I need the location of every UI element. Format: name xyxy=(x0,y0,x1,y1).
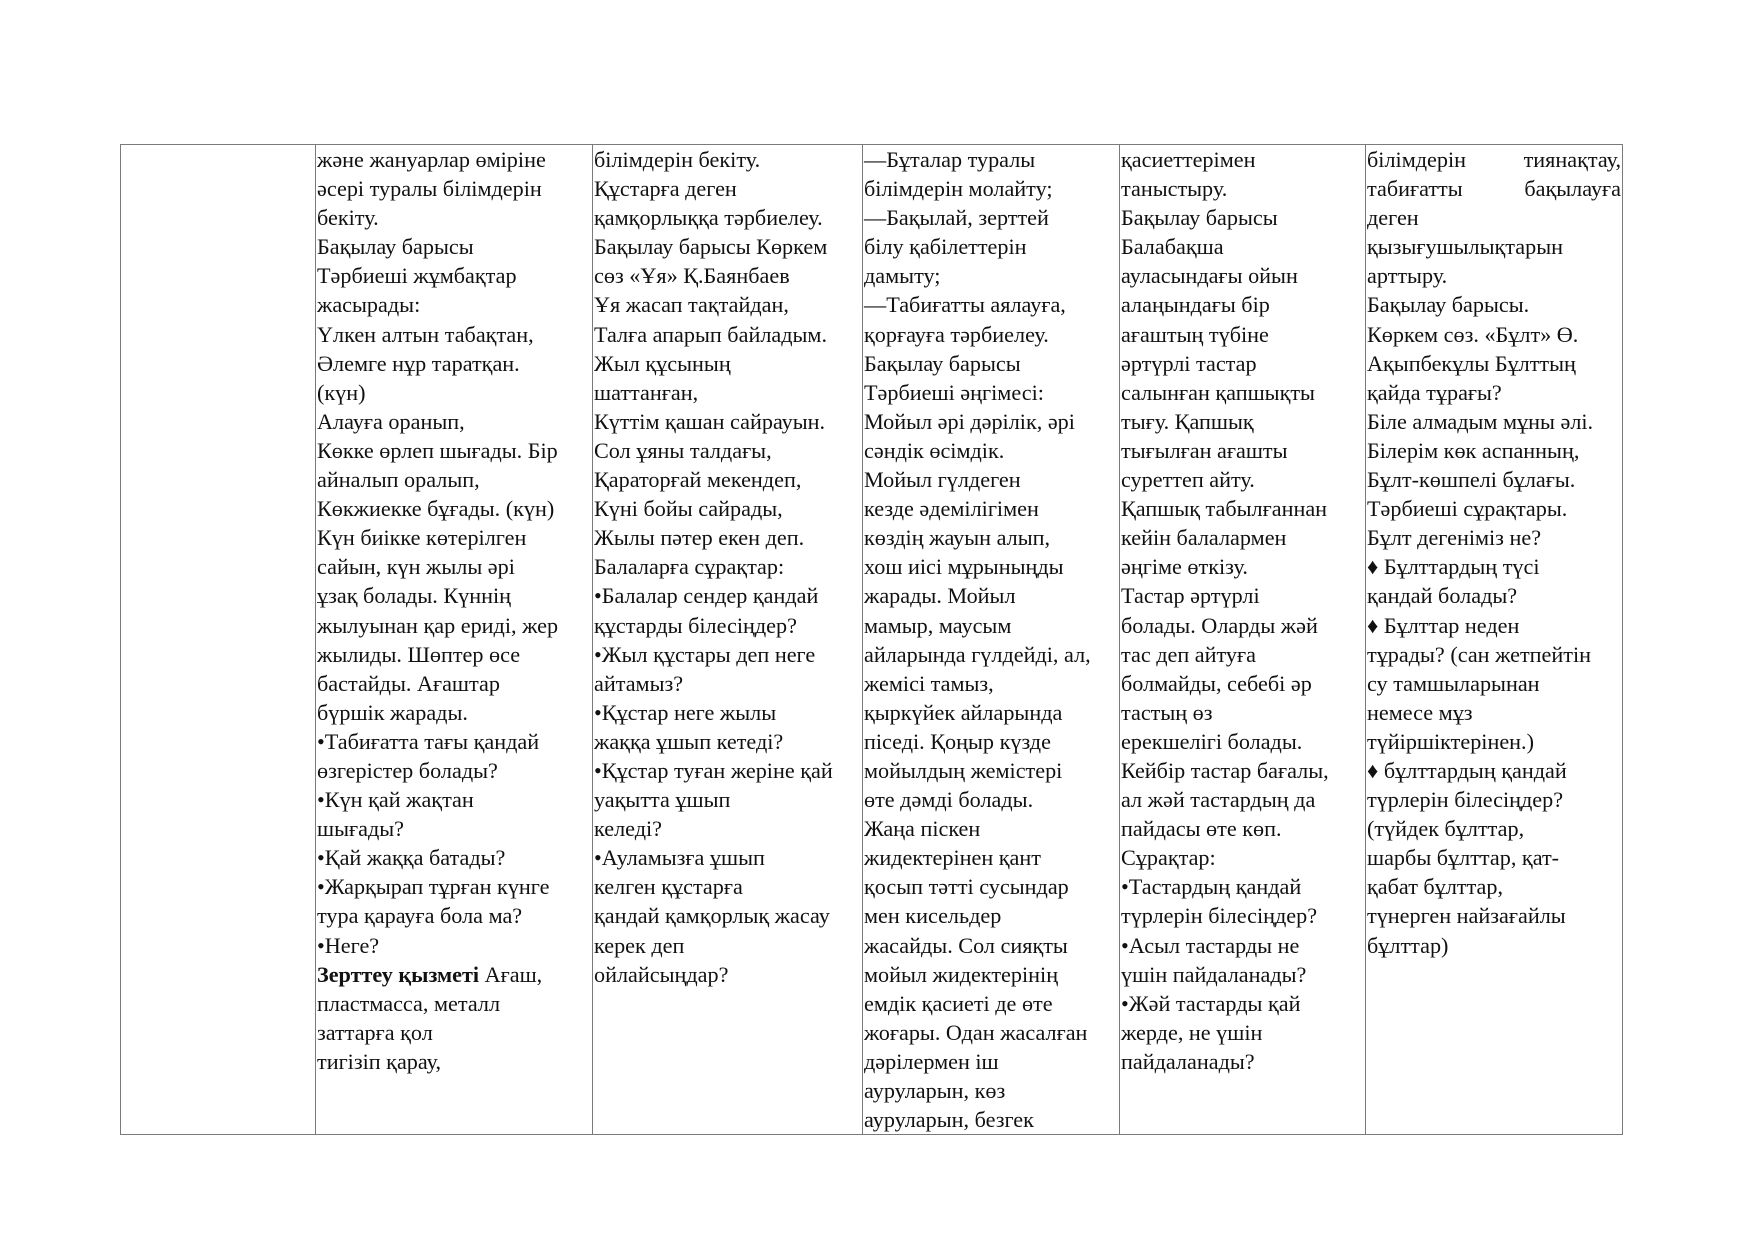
text-line: Әлемге нұр таратқан. xyxy=(317,350,520,376)
text-line: суреттеп айту. xyxy=(1121,467,1255,493)
text-line: Сол ұяны талдағы, xyxy=(594,437,772,463)
text-line: бастайды. Ағаштар xyxy=(317,670,500,696)
text-line: дәрілермен іш xyxy=(864,1048,999,1074)
text-line: мойылдың жемістері xyxy=(864,757,1063,783)
text-line: —Табиғатты аялауға, xyxy=(864,292,1066,318)
text-line: Қараторғай мекендеп, xyxy=(594,467,802,493)
text-line: •Құстар туған жеріне қай xyxy=(594,757,833,783)
text-line: •Жарқырап тұрған күнге xyxy=(317,874,550,900)
text-line: тығылған ағашты xyxy=(1121,437,1288,463)
text-line: Білерім көк аспанның, xyxy=(1367,437,1580,463)
text-line: сәндік өсімдік. xyxy=(864,437,1005,463)
text-line: қайда тұрағы? xyxy=(1367,379,1502,405)
text-line: шығады? xyxy=(317,816,404,842)
text-line: Бақылау барысы xyxy=(317,234,474,260)
text-line: түрлерін білесіңдер? xyxy=(1367,787,1564,813)
text-line: пайдасы өте көп. xyxy=(1121,816,1282,842)
text-line: және жануарлар өміріне xyxy=(317,147,546,172)
text-line: ♦ бұлттардың қандай xyxy=(1367,757,1567,783)
text-line: емдік қасиеті де өте xyxy=(864,990,1053,1016)
text-line: •Неге? xyxy=(317,932,380,958)
text-line: арттыру. xyxy=(1367,263,1448,289)
text-line: уақытта ұшып xyxy=(594,787,731,813)
text-line: алаңындағы бір xyxy=(1121,292,1270,318)
text-line: Мойыл гүлдеген xyxy=(864,467,1021,493)
text-line: Күн биікке көтерілген xyxy=(317,525,527,551)
text-line: Талға апарып байладым. xyxy=(594,321,828,347)
text-line: сөз «Ұя» Қ.Баянбаев xyxy=(594,263,790,289)
text-line: пайдаланады? xyxy=(1121,1048,1255,1074)
text-line: білімдерін молайту; xyxy=(864,176,1053,202)
text-line: салынған қапшықты xyxy=(1121,379,1315,405)
text-line: ауруларын, безгек xyxy=(864,1107,1034,1133)
text-line: кейін балалармен xyxy=(1121,525,1287,551)
text-line: Күттім қашан сайрауын. xyxy=(594,408,826,434)
text-line: заттарға қол xyxy=(317,1019,433,1045)
text-line: деген xyxy=(1367,205,1419,231)
text-line: Бақылау барысы Көркем xyxy=(594,234,828,260)
table-cell-col1 xyxy=(121,145,316,1135)
text-line: құстарды білесіңдер? xyxy=(594,612,797,638)
text-line: өзгерістер болады? xyxy=(317,757,498,783)
text-line: әртүрлі тастар xyxy=(1121,350,1257,376)
text-line: ағаштың түбіне xyxy=(1121,321,1269,347)
text-line: Кейбір тастар бағалы, xyxy=(1121,757,1329,783)
text-line: Тәрбиеші жұмбақтар xyxy=(317,263,517,289)
text-line: тас деп айтуға xyxy=(1121,641,1256,667)
text-line: дамыту; xyxy=(864,263,941,289)
text-line: Тәрбиеші сұрақтары. xyxy=(1367,496,1568,522)
text-line: Мойыл әрі дәрілік, әрі xyxy=(864,408,1075,434)
text-line: жарады. Мойыл xyxy=(864,583,1016,609)
text-line: қабат бұлттар, xyxy=(1367,874,1504,900)
text-line: білімдерін бекіту. xyxy=(594,147,761,172)
text-line: Бақылау барысы. xyxy=(1367,292,1530,318)
text-line: піседі. Қоңыр күзде xyxy=(864,728,1051,754)
text-line: ал жәй тастардың да xyxy=(1121,787,1316,813)
text-line: мойыл жидектерінің xyxy=(864,961,1059,987)
text-line: Бақылау барысы xyxy=(1121,205,1278,231)
text-line: қосып тәтті сусындар xyxy=(864,874,1069,900)
text-line: Көркем сөз. «Бұлт» Ө. xyxy=(1367,321,1579,347)
text-line: •Балалар сендер қандай xyxy=(594,583,819,609)
text-line: түнерген найзағайлы xyxy=(1367,903,1566,929)
text-line: көздің жауын алып, xyxy=(864,525,1051,551)
text-line: •Қай жаққа батады? xyxy=(317,845,506,871)
text-line: келген құстарға xyxy=(594,874,743,900)
text-line: білімдерін тиянақтау, xyxy=(1367,147,1621,172)
text-line: —Бұталар туралы xyxy=(864,147,1036,172)
text-line: Ұя жасап тақтайдан, xyxy=(594,292,789,318)
text-line: сайын, күн жылы әрі xyxy=(317,554,515,580)
text-line: Бұлт дегеніміз не? xyxy=(1367,525,1542,551)
text-line: (күн) xyxy=(317,379,366,405)
text-line: Жаңа піскен xyxy=(864,816,981,842)
text-line: •Құстар неге жылы xyxy=(594,699,777,725)
text-line: жоғары. Одан жасалған xyxy=(864,1019,1088,1045)
text-line: қызығушылықтарын xyxy=(1367,234,1563,260)
text-line: Жыл құсының xyxy=(594,350,731,376)
table-row xyxy=(121,145,1623,1135)
text-line: қасиеттерімен xyxy=(1121,147,1256,172)
text-line: жылуынан қар ериді, жер xyxy=(317,612,559,638)
text-line: керек деп xyxy=(594,932,685,958)
text-line: немесе мұз xyxy=(1367,699,1473,725)
text-line: ойлайсыңдар? xyxy=(594,961,729,987)
text-line: Қапшық табылғаннан xyxy=(1121,496,1328,522)
text-line: таныстыру. xyxy=(1121,176,1228,202)
text-line: ерекшелігі болады. xyxy=(1121,728,1303,754)
text-line: (түйдек бұлттар, xyxy=(1367,816,1525,842)
text-line: ♦ Бұлттардың түсі xyxy=(1367,554,1540,580)
text-line: тұрады? (сан жетпейтін xyxy=(1367,641,1592,667)
text-line: болады. Оларды жәй xyxy=(1121,612,1318,638)
text-line: шаттанған, xyxy=(594,379,699,405)
text-line: Құстарға деген xyxy=(594,176,737,202)
text-line: мамыр, маусым xyxy=(864,612,1012,638)
text-line: Бұлт-көшпелі бұлағы. xyxy=(1367,467,1576,493)
text-line: жерде, не үшін xyxy=(1121,1019,1263,1045)
text-line: жидектерінен қант xyxy=(864,845,1041,871)
text-line: хош иісі мұрыныңды xyxy=(864,554,1064,580)
text-line: бұлттар) xyxy=(1367,932,1449,958)
text-line: жасайды. Сол сияқты xyxy=(864,932,1068,958)
text-line: шарбы бұлттар, қат- xyxy=(1367,845,1560,871)
text-line: •Тастардың қандай xyxy=(1121,874,1302,900)
text-line: Алауға оранып, xyxy=(317,408,465,434)
text-line: тигізіп қарау, xyxy=(317,1048,442,1074)
text-line: білу қабілеттерін xyxy=(864,234,1027,260)
table-cell-col6 xyxy=(1366,145,1623,1135)
text-line: қыркүйек айларында xyxy=(864,699,1063,725)
text-line: келеді? xyxy=(594,816,663,842)
text-line: Бақылау барысы xyxy=(864,350,1021,376)
text-line: қандай қамқорлық жасау xyxy=(594,903,830,929)
text-line: тура қарауға бола ма? xyxy=(317,903,523,929)
text-line: •Табиғатта тағы қандай xyxy=(317,728,540,754)
text-line: Үлкен алтын табақтан, xyxy=(317,321,534,347)
lesson-plan-table xyxy=(120,144,1623,1135)
text-line: өте дәмді болады. xyxy=(864,787,1034,813)
text-line: Көкжиекке бұғады. (күн) xyxy=(317,496,555,522)
text-line: әңгіме өткізу. xyxy=(1121,554,1248,580)
text-line xyxy=(317,960,591,989)
text-line: Біле алмадым мұны әлі. xyxy=(1367,408,1594,434)
text-line: бекіту. xyxy=(317,205,379,231)
text-line: айналып оралып, xyxy=(317,467,480,493)
text-line: жемісі тамыз, xyxy=(864,670,994,696)
text-line: тастың өз xyxy=(1121,699,1213,725)
text-line: ауруларын, көз xyxy=(864,1078,1006,1103)
text-line: мен кисельдер xyxy=(864,903,1002,929)
text-line: ♦ Бұлттар неден xyxy=(1367,612,1520,638)
text-line: жасырады: xyxy=(317,292,421,318)
text-line: табиғатты бақылауға xyxy=(1367,176,1621,202)
text-line: су тамшыларынан xyxy=(1367,670,1540,696)
text-line: айларында гүлдейді, ал, xyxy=(864,641,1091,667)
text-line: •Күн қай жақтан xyxy=(317,787,474,813)
text-line: жылиды. Шөптер өсе xyxy=(317,641,521,667)
text-line: —Бақылай, зерттей xyxy=(864,205,1049,231)
text-line: Тастар әртүрлі xyxy=(1121,583,1260,609)
text-line: •Асыл тастарды не xyxy=(1121,932,1300,958)
text-line: тығу. Қапшық xyxy=(1121,408,1254,434)
text-line: Тәрбиеші әңгімесі: xyxy=(864,379,1044,405)
text-line: айтамыз? xyxy=(594,670,684,696)
text-line: бүршік жарады. xyxy=(317,699,468,725)
table-cell-col4 xyxy=(863,145,1120,1135)
table-cell-col2 xyxy=(316,145,593,1135)
text-line: •Жыл құстары деп неге xyxy=(594,641,816,667)
text-line: үшін пайдаланады? xyxy=(1121,961,1307,987)
text-line: пластмасса, металл xyxy=(317,990,501,1016)
text-line: қамқорлыққа тәрбиелеу. xyxy=(594,205,823,231)
text-line: түрлерін білесіңдер? xyxy=(1121,903,1318,929)
table-cell-col3 xyxy=(593,145,863,1135)
text-line: әсері туралы білімдерін xyxy=(317,176,542,202)
text-line: Балаларға сұрақтар: xyxy=(594,554,785,580)
text-line: түйіршіктерінен.) xyxy=(1367,728,1534,754)
text-line: жаққа ұшып кетеді? xyxy=(594,728,784,754)
text-line: кезде әдемілігімен xyxy=(864,496,1039,522)
text-line: Күні бойы сайрады, xyxy=(594,496,783,522)
text-line: Көкке өрлеп шығады. Бір xyxy=(317,437,558,463)
text-line: болмайды, себебі әр xyxy=(1121,670,1312,696)
text-line: •Ауламызға ұшып xyxy=(594,845,765,871)
text-line: •Жәй тастарды қай xyxy=(1121,990,1301,1016)
text-line: Сұрақтар: xyxy=(1121,845,1216,871)
text-line: Жылы пәтер екен деп. xyxy=(594,525,805,551)
table-cell-col5 xyxy=(1120,145,1366,1135)
text-line: қорғауға тәрбиелеу. xyxy=(864,321,1049,347)
text-line: ұзақ болады. Күннің xyxy=(317,583,512,609)
text-line: Ақыпбекұлы Бұлттың xyxy=(1367,350,1576,376)
research-activity-text: Ағаш, xyxy=(479,961,543,987)
text-line: ауласындағы ойын xyxy=(1121,263,1298,289)
text-line: қандай болады? xyxy=(1367,583,1518,609)
research-activity-label: Зерттеу қызметі xyxy=(317,961,480,987)
text-line: Балабақша xyxy=(1121,234,1224,260)
